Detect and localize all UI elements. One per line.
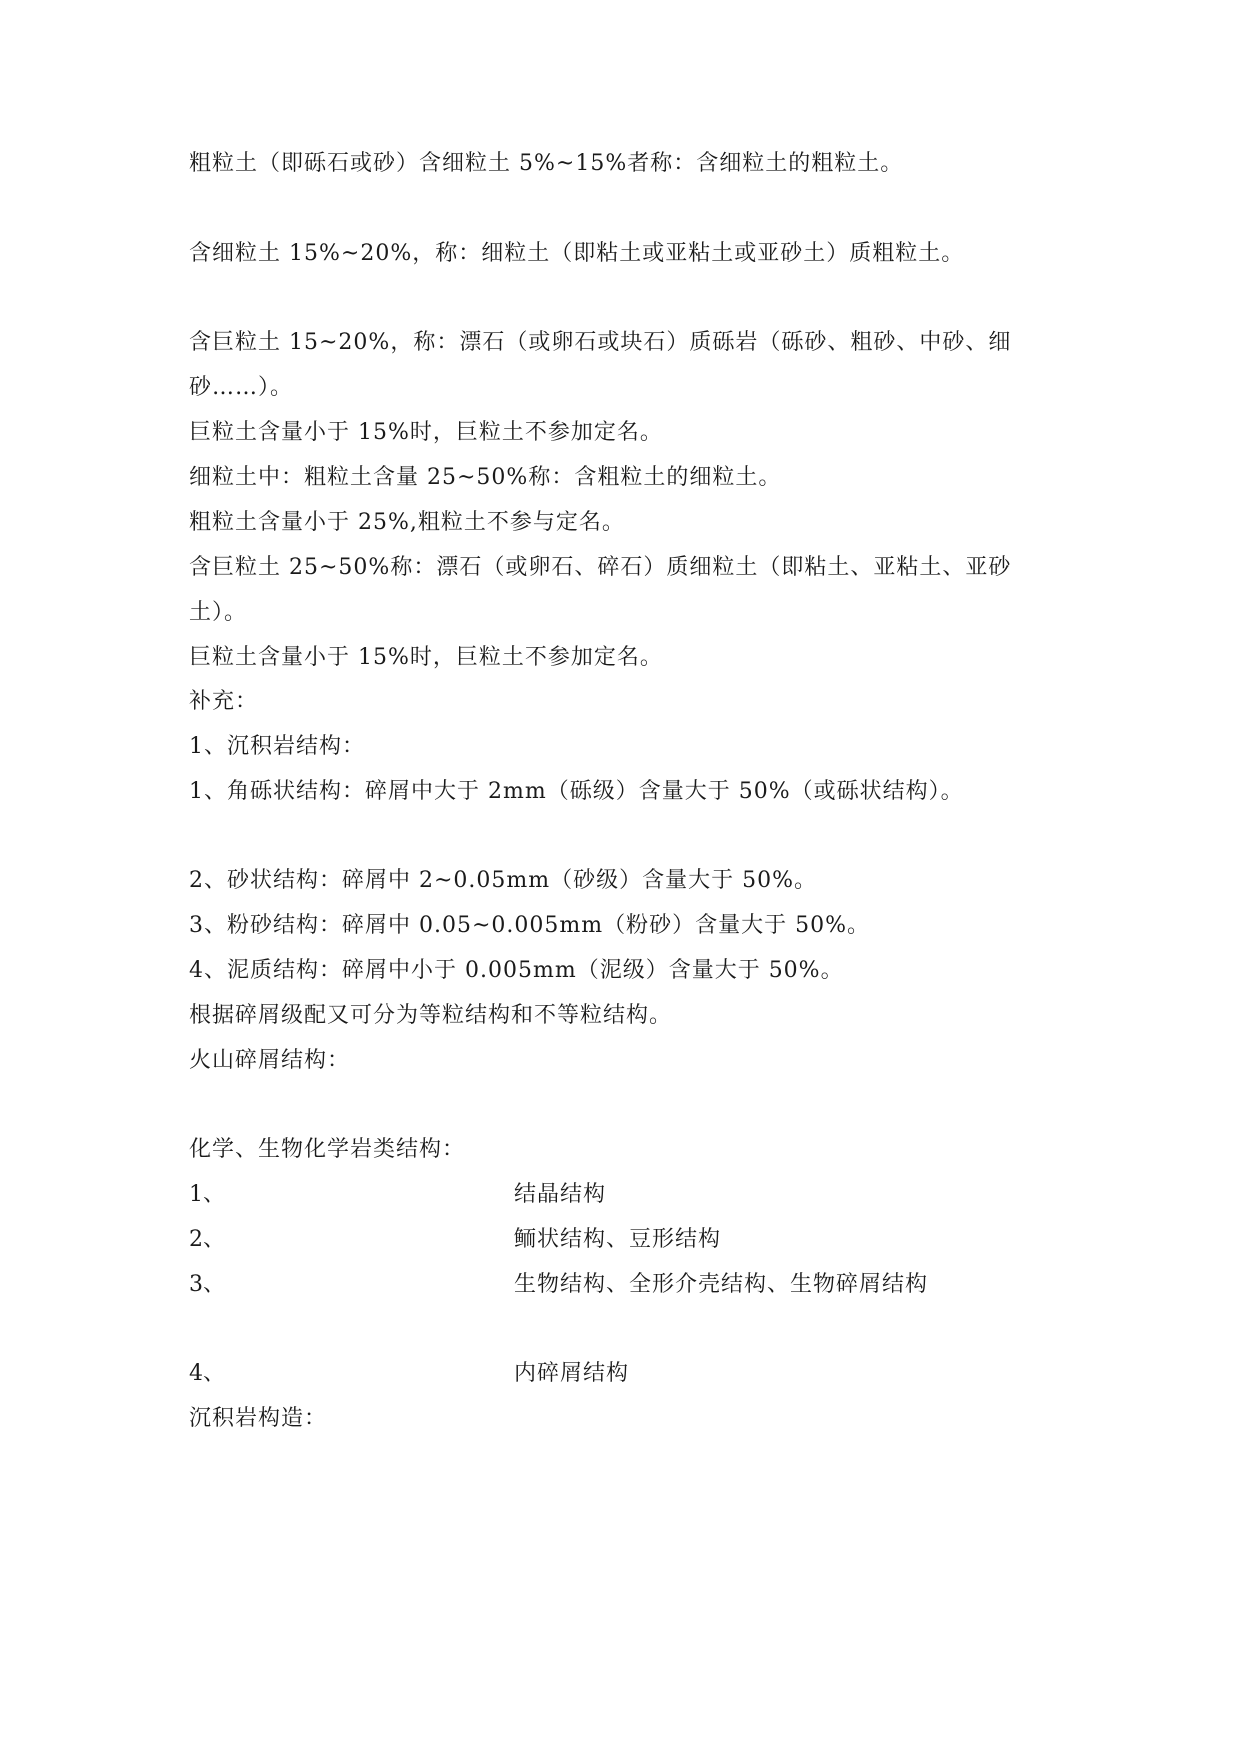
paragraph: 土）。 xyxy=(189,600,248,625)
list-item: 生物结构、全形介壳结构、生物碎屑结构 xyxy=(514,1272,929,1297)
paragraph: 含巨粒土 25~50%称：漂石（或卵石、碎石）质细粒土（即粘土、亚粘土、亚砂 xyxy=(189,555,1012,580)
paragraph: 粗粒土含量小于 25%,粗粒土不参与定名。 xyxy=(189,510,625,535)
paragraph: 含巨粒土 15~20%，称：漂石（或卵石或块石）质砾岩（砾砂、粗砂、中砂、细 xyxy=(189,330,1012,355)
heading: 化学、生物化学岩类结构： xyxy=(189,1137,466,1162)
list-number: 2、 xyxy=(189,1227,225,1252)
paragraph: 根据碎屑级配又可分为等粒结构和不等粒结构。 xyxy=(189,1003,673,1028)
heading: 火山碎屑结构： xyxy=(189,1048,351,1073)
paragraph: 3、粉砂结构：碎屑中 0.05~0.005mm（粉砂）含量大于 50%。 xyxy=(189,913,871,938)
list-item: 鲕状结构、豆形结构 xyxy=(514,1227,722,1252)
paragraph: 4、泥质结构：碎屑中小于 0.005mm（泥级）含量大于 50%。 xyxy=(189,958,844,983)
paragraph: 巨粒土含量小于 15%时，巨粒土不参加定名。 xyxy=(189,645,663,670)
paragraph: 含细粒土 15%~20%，称：细粒土（即粘土或亚粘土或亚砂土）质粗粒土。 xyxy=(189,241,965,266)
paragraph: 细粒土中：粗粒土含量 25~50%称：含粗粒土的细粒土。 xyxy=(189,465,782,490)
list-number: 3、 xyxy=(189,1272,225,1297)
list-item: 结晶结构 xyxy=(514,1182,607,1207)
list-number: 1、 xyxy=(189,1182,225,1207)
list-number: 4、 xyxy=(189,1361,225,1386)
paragraph: 2、砂状结构：碎屑中 2~0.05mm（砂级）含量大于 50%。 xyxy=(189,868,818,893)
heading: 补充： xyxy=(189,689,259,714)
heading: 1、沉积岩结构： xyxy=(189,734,365,759)
paragraph: 1、角砾状结构：碎屑中大于 2mm（砾级）含量大于 50%（或砾状结构）。 xyxy=(189,779,964,804)
paragraph: 巨粒土含量小于 15%时，巨粒土不参加定名。 xyxy=(189,420,663,445)
paragraph: 砂……）。 xyxy=(189,375,294,400)
paragraph: 粗粒土（即砾石或砂）含细粒土 5%~15%者称：含细粒土的粗粒土。 xyxy=(189,151,904,176)
list-item: 内碎屑结构 xyxy=(514,1361,630,1386)
heading: 沉积岩构造： xyxy=(189,1406,328,1431)
